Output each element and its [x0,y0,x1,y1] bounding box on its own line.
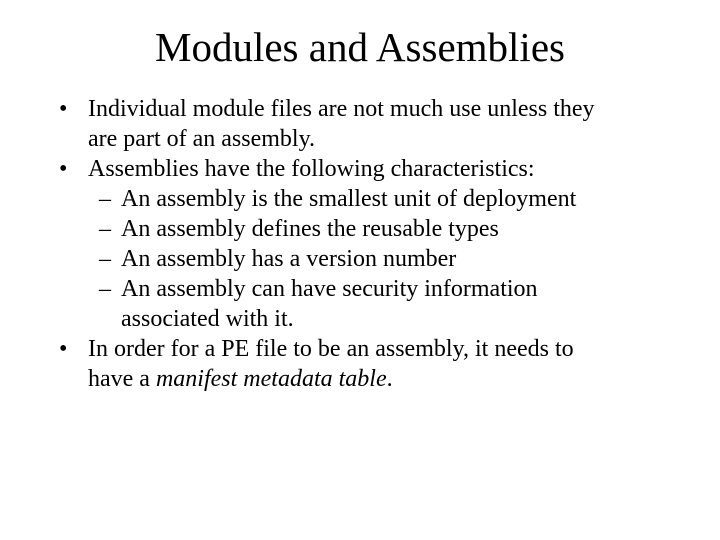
dash-icon: – [99,246,111,272]
bullet-text-line: are part of an assembly. [88,126,316,152]
bullet-item-1 [0,94,720,154]
sub-bullet-text-line: An assembly has a version number [121,246,457,272]
bullet-text-line: Assemblies have the following characteristics: [88,156,535,182]
sub-bullet-item-3 [0,244,720,274]
sub-bullet-item-4 [0,274,720,334]
sub-bullet-text-line: An assembly can have security information [121,276,538,302]
bullet-text-line: In order for a PE file to be an assembly, it needs to [88,336,574,362]
text-suffix: . [386,366,393,392]
emphasis-text: manifest metadata table [155,366,387,392]
sub-bullet-text-line: associated with it. [121,306,294,332]
sub-bullet-item-1 [0,184,720,214]
sub-bullet-text-line: An assembly is the smallest unit of deployment [121,186,577,212]
text-prefix: have a [88,366,156,392]
bullet-icon: • [59,96,68,122]
bullet-icon: • [59,156,68,182]
dash-icon: – [99,216,111,242]
bullet-item-3 [0,334,720,394]
bullet-item-2 [0,154,720,184]
dash-icon: – [99,186,111,212]
slide-body [0,94,720,394]
bullet-icon: • [59,336,68,362]
sub-bullet-item-2 [0,214,720,244]
bullet-text-line-mixed [0,364,720,394]
bullet-text-line: Individual module files are not much use unless they [88,96,595,122]
dash-icon: – [99,276,111,302]
sub-bullet-text-line: An assembly defines the reusable types [121,216,499,242]
slide-title: Modules and Assemblies [155,24,565,70]
